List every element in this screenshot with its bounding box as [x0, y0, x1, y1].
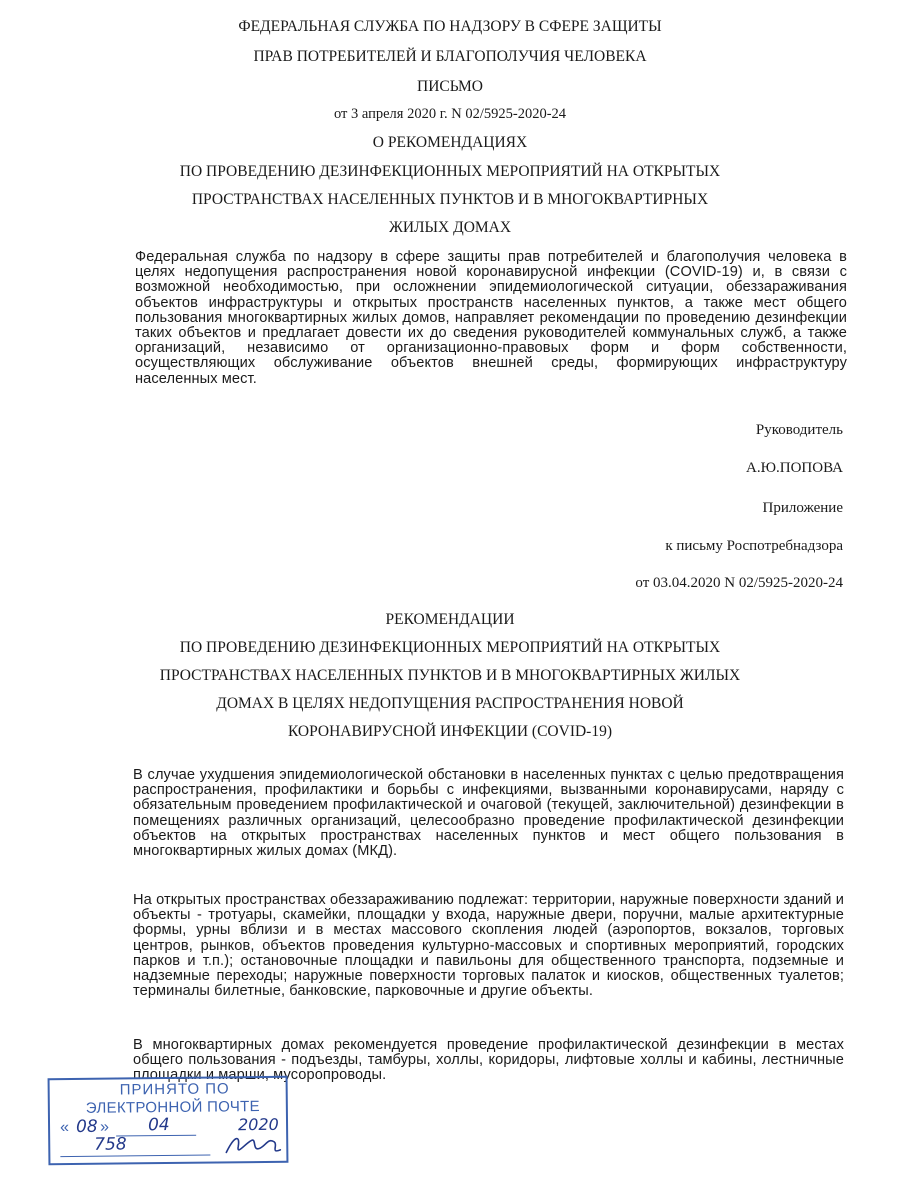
signatory-name: А.Ю.ПОПОВА — [746, 460, 843, 476]
appendix-date-number: от 03.04.2020 N 02/5925-2020-24 — [635, 575, 843, 591]
appendix-label: Приложение — [762, 500, 843, 516]
letter-date-number: от 3 апреля 2020 г. N 02/5925-2020-24 — [333, 106, 567, 122]
recommendations-title-4: ДОМАХ В ЦЕЛЯХ НЕДОПУЩЕНИЯ РАСПРОСТРАНЕНИЯ НОВОЙ — [216, 695, 684, 712]
recommendations-title-1: РЕКОМЕНДАЦИИ — [385, 611, 515, 628]
stamp-line-2: ЭЛЕКТРОННОЙ ПОЧТЕ — [85, 1098, 260, 1117]
recommendations-paragraph-1: В случае ухудшения эпидемиологической обстановки в населенных пунктах с целью предотвращения распространения, профилактики и борьбы с инфекциями, вызванными коронавирусами, наряду с обязательным проведением профилактической и очаговой (текущей, заключительной) дезинфекции в помещениях различных организаций, целесообразно проведение профилактической дезинфекции объектов на открытых пространствах населенных пунктов и мест общего пользования в многоквартирных жилых домах (МКД). — [133, 767, 844, 860]
recommendations-title-5: КОРОНАВИРУСНОЙ ИНФЕКЦИИ (COVID-19) — [287, 723, 613, 740]
recommendations-paragraph-3: В многоквартирных домах рекомендуется проведение профилактической дезинфекции в местах общего пользования - подъезды, тамбуры, холлы, коридоры, лифтовые холлы и кабины, лестничные площадки и марши, мусоропроводы. — [133, 1037, 844, 1084]
subject-line-3: ПРОСТРАНСТВАХ НАСЕЛЕННЫХ ПУНКТОВ И В МНОГОКВАРТИРНЫХ — [191, 191, 709, 208]
stamp-registration-number: 758 — [94, 1134, 127, 1155]
stamp-close-quote: » — [99, 1118, 110, 1136]
subject-line-1: О РЕКОМЕНДАЦИЯХ — [372, 134, 528, 151]
document-type: ПИСЬМО — [417, 78, 483, 95]
received-by-email-stamp — [48, 1076, 289, 1166]
subject-line-4: ЖИЛЫХ ДОМАХ — [388, 219, 512, 236]
agency-name-line2: ПРАВ ПОТРЕБИТЕЛЕЙ И БЛАГОПОЛУЧИЯ ЧЕЛОВЕКА — [253, 48, 647, 65]
signatory-position: Руководитель — [755, 422, 843, 438]
recommendations-title-2: ПО ПРОВЕДЕНИЮ ДЕЗИНФЕКЦИОННЫХ МЕРОПРИЯТИЙ НА ОТКРЫТЫХ — [179, 639, 721, 656]
stamp-day: 08 — [75, 1116, 98, 1137]
recommendations-title-3: ПРОСТРАНСТВАХ НАСЕЛЕННЫХ ПУНКТОВ И В МНОГОКВАРТИРНЫХ ЖИЛЫХ — [159, 667, 741, 684]
stamp-line-1: ПРИНЯТО ПО — [119, 1080, 230, 1099]
letter-body-paragraph: Федеральная служба по надзору в сфере защиты прав потребителей и благополучия человека в целях недопущения распространения новой коронавирусной инфекции (COVID-19) и, в связи с возможной необходимостью, при осложнении эпидемиологической ситуации, обеззараживания объектов инфраструктуры и открытых пространств населенных пунктов, а также мест общего пользования многоквартирных жилых домов, направляет рекомендации по проведению дезинфекции таких объектов и предлагает довести их до сведения руководителей коммунальных служб, а также организаций, независимо от организационно-правовых форм и форм собственности, осуществляющих обслуживание объектов внешней среды, формирующих инфраструктуру населенных мест. — [135, 249, 847, 387]
appendix-letter-ref: к письму Роспотребнадзора — [665, 538, 843, 554]
recommendations-paragraph-2: На открытых пространствах обеззараживанию подлежат: территории, наружные поверхности зданий и объекты - тротуары, скамейки, площадки у входа, наружные двери, поручни, малые архитектурные формы, урны вблизи и в местах массового скопления людей (аэропортов, вокзалов, торговых центров, рынков, объектов проведения культурно-массовых и спортивных мероприятий, городских парков и т.п.); остановочные площадки и павильоны для общественного транспорта, подземные и надземные переходы; наружные поверхности торговых палаток и киосков, общественных туалетов; терминалы билетные, банковские, парковочные и другие объекты. — [133, 892, 844, 1000]
subject-line-2: ПО ПРОВЕДЕНИЮ ДЕЗИНФЕКЦИОННЫХ МЕРОПРИЯТИЙ НА ОТКРЫТЫХ — [179, 163, 721, 180]
agency-name-line1: ФЕДЕРАЛЬНАЯ СЛУЖБА ПО НАДЗОРУ В СФЕРЕ ЗАЩИТЫ — [238, 18, 662, 35]
stamp-open-quote: « — [59, 1119, 70, 1137]
stamp-signature-scribble — [222, 1132, 282, 1159]
stamp-year: 2020 — [237, 1114, 279, 1135]
stamp-month: 04 — [147, 1114, 170, 1136]
